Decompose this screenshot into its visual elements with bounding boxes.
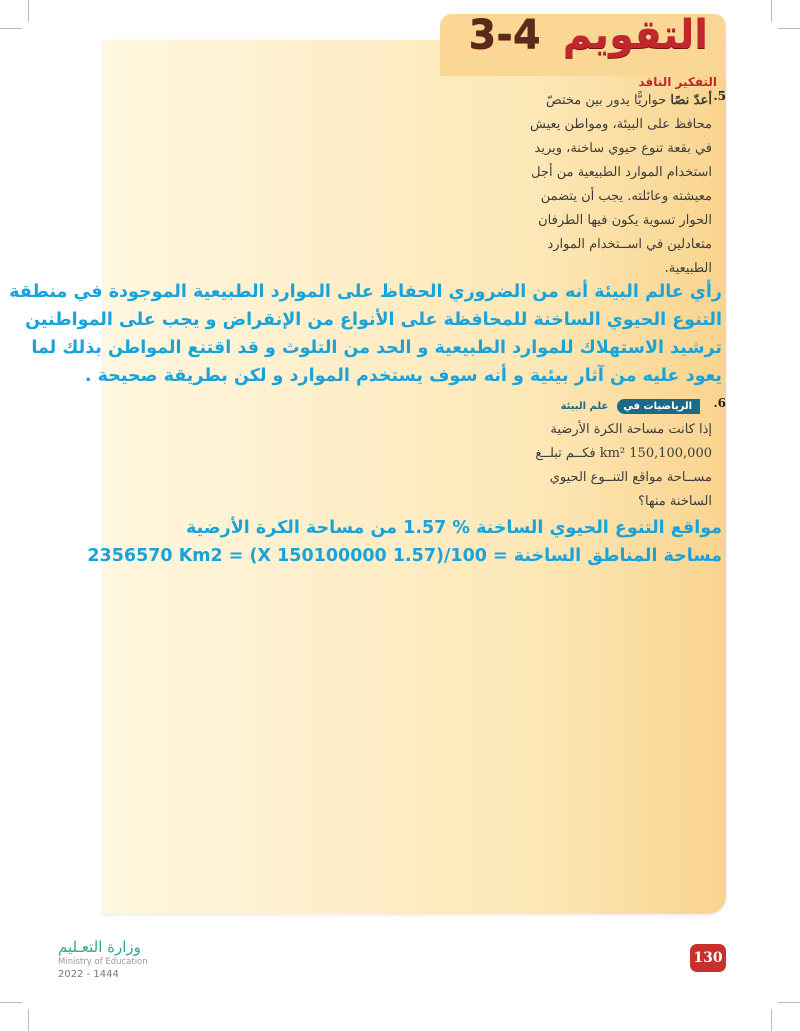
question-lead: أعدّ نصًا (670, 93, 712, 108)
question-line: معيشته وعائلته. يجب أن يتضمن (540, 189, 712, 204)
question-text (522, 89, 712, 281)
ministry-logo (58, 938, 158, 980)
question-line: 150,100,000 km² فكــم تبلــغ (535, 446, 712, 461)
answer-line: يعود عليه من آثار بيئية و أنه سوف يستخدم الموارد و لكن بطريقة صحيحة . (84, 366, 722, 386)
logo-arabic: وزارة التعـليم (58, 938, 141, 956)
crop-mark (28, 1009, 29, 1031)
section-number: 4-3 (468, 12, 541, 58)
answer-6 (87, 514, 722, 570)
answer-5 (9, 278, 722, 390)
logo-year: 2022 - 1444 (58, 969, 119, 980)
answer-line: التنوع الحيوي الساخنة للمحافظة على الأنواع من الإنقراض و يجب على المواطنين (25, 310, 722, 330)
logo-english: Ministry of Education (58, 957, 148, 967)
question-line: الحوار تسوية يكون فيها الطرفان (538, 213, 712, 228)
answer-line: ترشيد الاستهلاك للموارد الطبيعية و الحد من التلوث و قد اقتنع المواطن بذلك لما (31, 338, 722, 358)
section-title (468, 12, 708, 58)
question-number: 5. (713, 89, 726, 103)
question-line: إذا كانت مساحة الكرة الأرضية (550, 422, 712, 437)
question-5 (516, 89, 726, 281)
answer-line: مواقع التنوع الحيوي الساخنة % 1.57 من مساحة الكرة الأرضية (186, 518, 722, 538)
question-line (522, 89, 712, 113)
question-line-text: حواريًّا يدور بين مختصّ (546, 93, 667, 108)
crop-mark (0, 28, 22, 29)
answer-line: مساحة المناطق الساخنة = 100/(1.57 X 150100000) = 2356570 Km2 (87, 546, 722, 566)
question-text (522, 418, 712, 514)
crop-mark (0, 1002, 22, 1003)
question-line: محافظ على البيئة، ومواطن يعيش (530, 117, 712, 132)
answer-line: رأي عالم البيئة أنه من الضروري الحفاظ على الموارد الطبيعية الموجودة في منطقة (9, 282, 722, 302)
crop-mark (778, 1002, 800, 1003)
question-line: الساخنة منها؟ (638, 494, 712, 509)
section-title-text: التقويم (562, 12, 708, 58)
math-in-badge: الرياضيات في (617, 399, 700, 414)
crop-mark (28, 0, 29, 22)
badge-subject: علم البيئة (560, 401, 609, 412)
crop-mark (771, 0, 772, 22)
crop-mark (778, 28, 800, 29)
question-line: متعادلين في اســتخدام الموارد (547, 237, 712, 252)
subject-badge (561, 396, 700, 415)
crop-mark (771, 1009, 772, 1031)
page-number: 130 (690, 944, 726, 972)
question-line: استخدام الموارد الطبيعية من أجل (531, 165, 712, 180)
question-line: في بقعة تنوع حيوي ساخنة، ويريد (534, 141, 712, 156)
question-line: مســاحة مواقع التنــوع الحيوي (549, 470, 712, 485)
question-number: 6. (713, 396, 726, 410)
question-line: الطبيعية. (664, 261, 712, 276)
subheading: التفكير الناقد (638, 75, 717, 89)
question-6-text (516, 418, 726, 518)
